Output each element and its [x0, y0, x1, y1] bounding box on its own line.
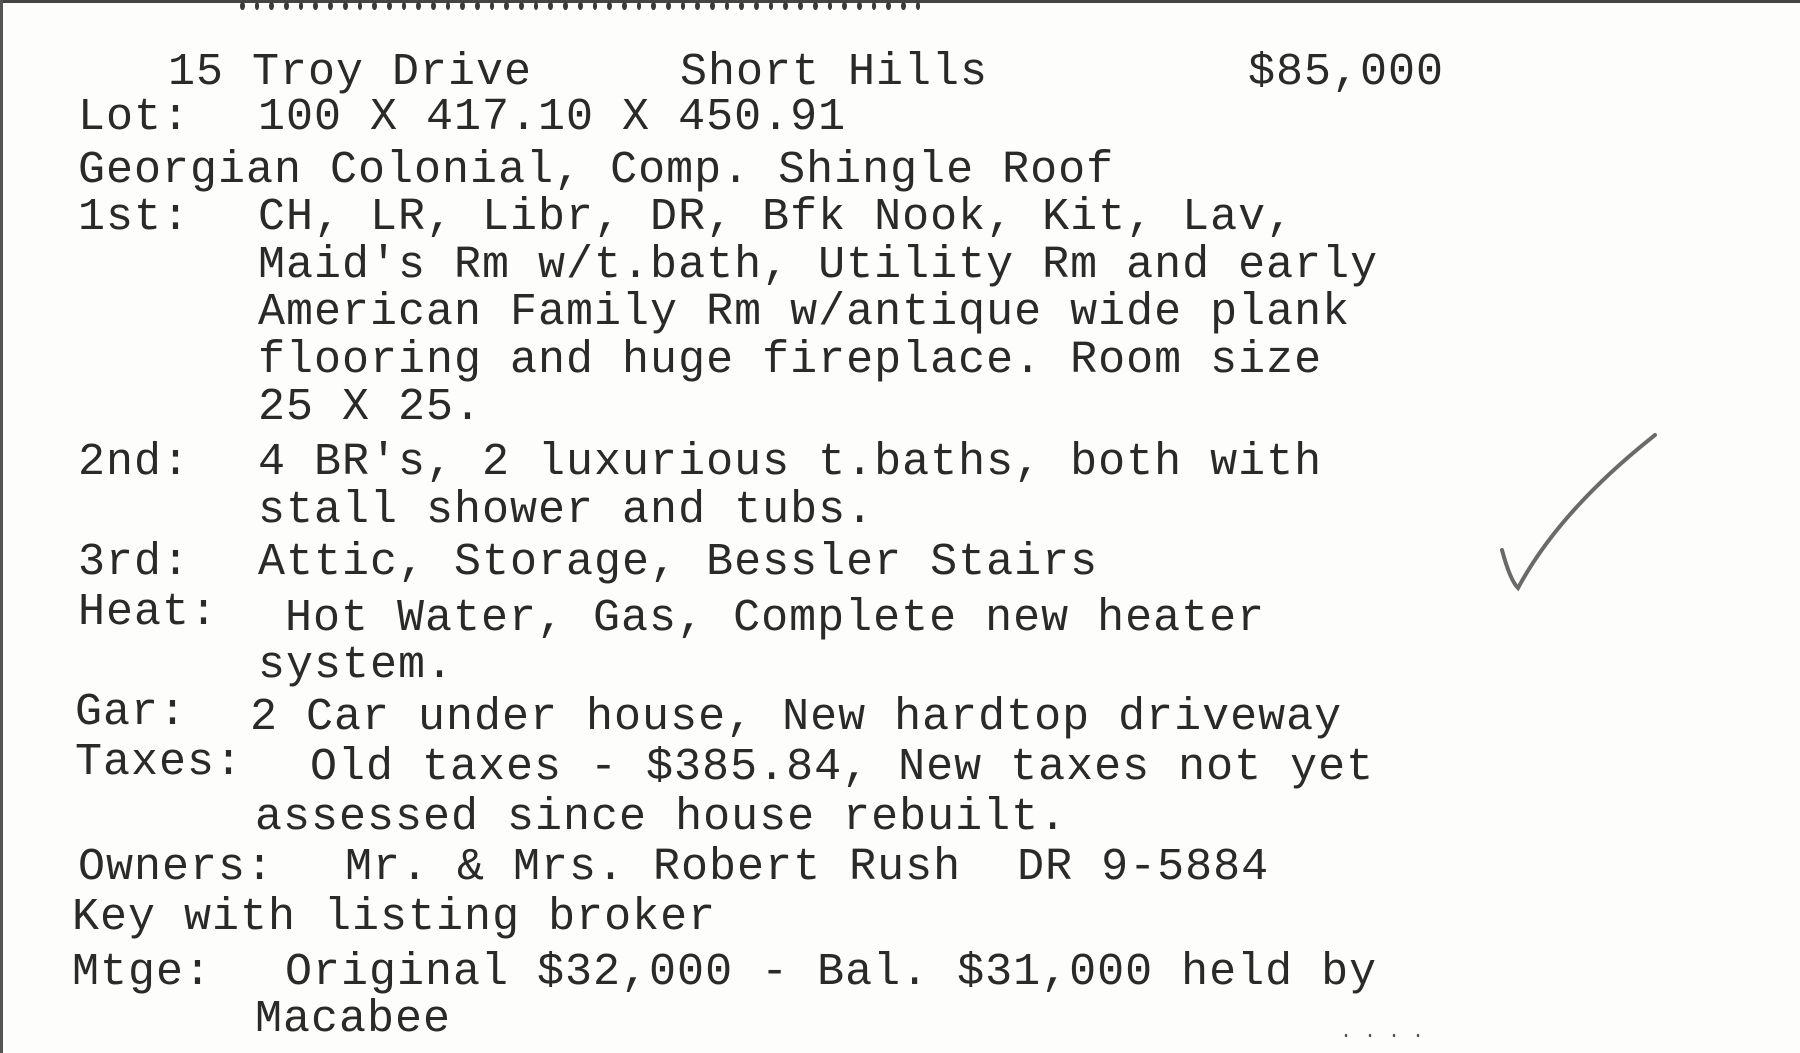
first-floor-line-3: American Family Rm w/antique wide plank — [258, 287, 1351, 338]
second-floor-line-1: 4 BR's, 2 luxurious t.baths, both with — [258, 437, 1323, 488]
checkmark-icon — [1490, 430, 1670, 600]
lot-value: 100 X 417.10 X 450.91 — [258, 92, 847, 143]
style-line: Georgian Colonial, Comp. Shingle Roof — [78, 145, 1115, 196]
mortgage-label: Mtge: — [72, 947, 213, 998]
second-floor-label: 2nd: — [78, 437, 191, 488]
taxes-line-2: assessed since house rebuilt. — [255, 792, 1068, 843]
card-left-edge — [0, 0, 3, 1053]
owners-label: Owners: — [78, 842, 275, 893]
first-floor-line-2: Maid's Rm w/t.bath, Utility Rm and early — [258, 240, 1379, 291]
taxes-line-1: Old taxes - $385.84, New taxes not yet — [310, 742, 1375, 793]
mortgage-line-2: Macabee — [255, 994, 452, 1045]
third-floor-line-1: Attic, Storage, Bessler Stairs — [258, 537, 1099, 588]
garage-line-1: 2 Car under house, New hardtop driveway — [250, 692, 1343, 743]
taxes-label: Taxes: — [75, 737, 244, 788]
price: $85,000 — [1248, 47, 1445, 98]
bottom-specks: · · · · — [1340, 1025, 1425, 1048]
heat-line-1: Hot Water, Gas, Complete new heater — [285, 593, 1266, 644]
garage-label: Gar: — [75, 687, 188, 738]
first-floor-line-5: 25 X 25. — [258, 382, 483, 433]
owners-line-1: Mr. & Mrs. Robert Rush DR 9-5884 — [345, 842, 1270, 893]
heat-label: Heat: — [78, 587, 219, 638]
second-floor-line-2: stall shower and tubs. — [258, 485, 875, 536]
perforation-holes — [240, 2, 920, 14]
first-floor-label: 1st: — [78, 192, 191, 243]
town: Short Hills — [680, 47, 989, 98]
address: 15 Troy Drive — [168, 47, 533, 98]
mortgage-line-1: Original $32,000 - Bal. $31,000 held by — [285, 947, 1378, 998]
first-floor-line-4: flooring and huge fireplace. Room size — [258, 335, 1323, 386]
key-line: Key with listing broker — [72, 892, 717, 943]
heat-line-2: system. — [258, 640, 455, 691]
lot-label: Lot: — [78, 92, 191, 143]
first-floor-line-1: CH, LR, Libr, DR, Bfk Nook, Kit, Lav, — [258, 192, 1295, 243]
third-floor-label: 3rd: — [78, 537, 191, 588]
